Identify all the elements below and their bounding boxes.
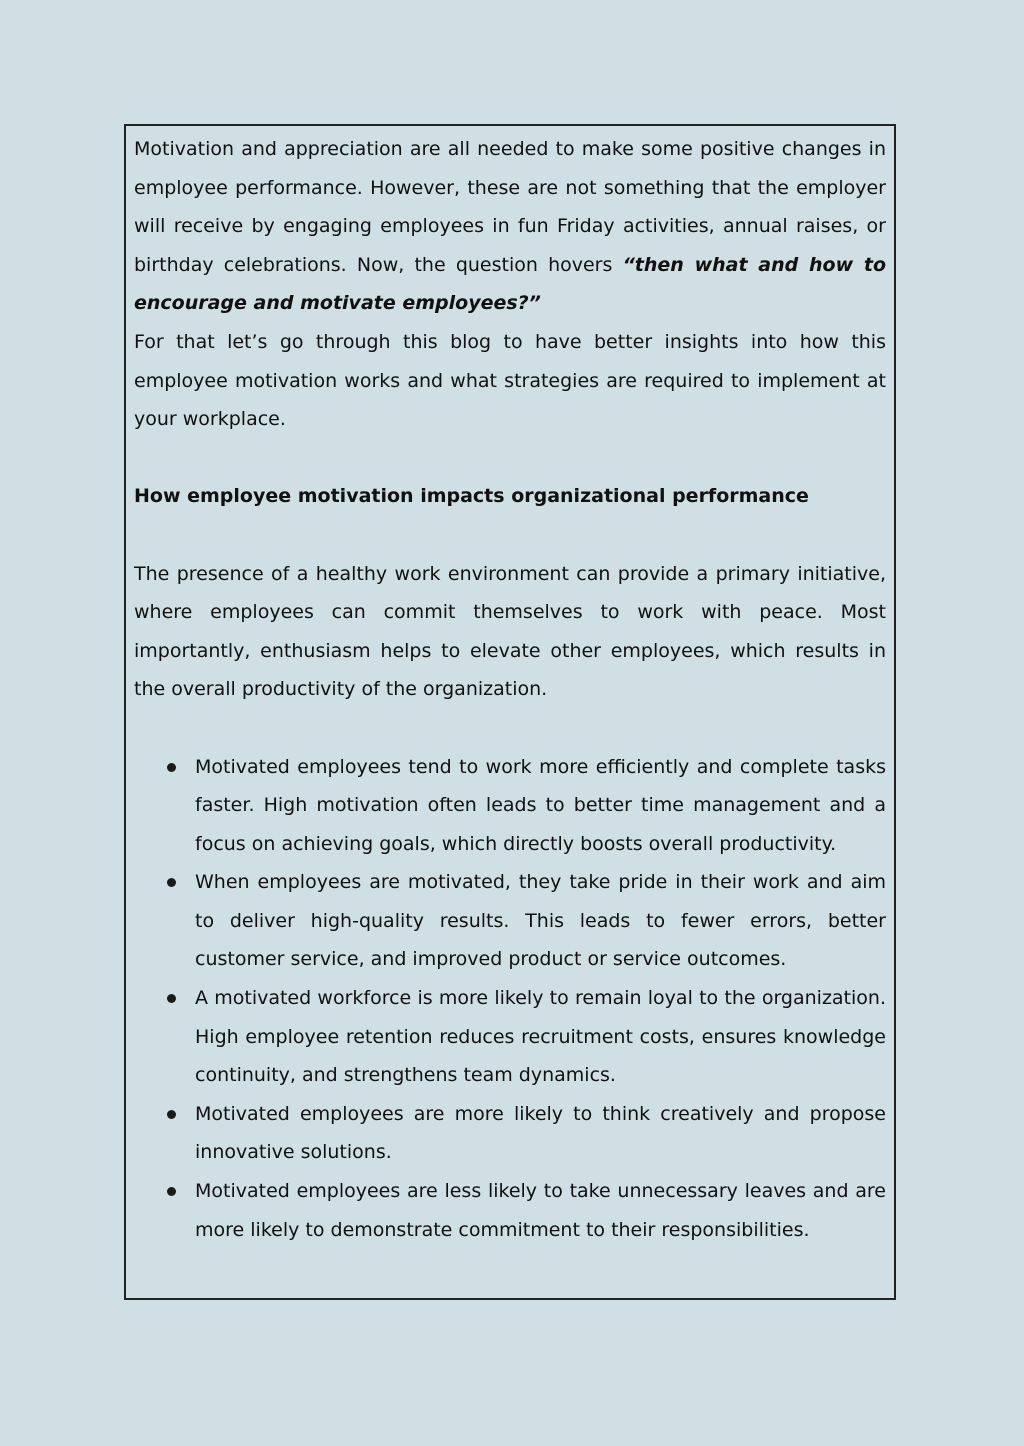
list-item-text: Motivated employees are more likely to think creatively and propose innovative solutions. [195,1102,886,1164]
bullet-dot-icon [167,1187,176,1196]
intro-followup-paragraph: For that let’s go through this blog to have better insights into how this employee motivation works and what strategies are required to implement at your workplace. [134,330,886,431]
intro-emphasis: “then what and how to encourage and motivate employees?” [134,253,886,315]
bullet-dot-icon [167,878,176,887]
list-item [134,1172,886,1249]
intro-paragraph [134,130,886,323]
bullet-list [134,748,886,1250]
list-item [134,1095,886,1172]
spacer [134,709,886,748]
list-item-text: Motivated employees tend to work more efficiently and complete tasks faster. High motivation often leads to better time management and a focus on achieving goals, which directly boosts overall productivity. [195,755,886,855]
spacer [134,516,886,555]
list-item-text: When employees are motivated, they take pride in their work and aim to deliver high-quality results. This leads to fewer errors, better customer service, and improved product or service outcomes. [195,871,886,971]
list-item-text: A motivated workforce is more likely to remain loyal to the organization. High employee retention reduces recruitment costs, ensures knowledge continuity, and strengthens team dynamics. [195,987,886,1087]
intro-text: Motivation and appreciation are all needed to make some positive changes in employee performance. However, these are not something that the employer will receive by engaging employees in fun Friday activities, annual raises, or birthday celebrations. Now, the question hovers [134,138,886,276]
list-item-text: Motivated employees are less likely to take unnecessary leaves and are more likely to demonstrate commitment to their responsibilities. [195,1180,886,1241]
bullet-dot-icon [167,1110,176,1119]
spacer [134,439,886,478]
list-item [134,979,886,1095]
body-paragraph: The presence of a healthy work environment can provide a primary initiative, where employees can commit themselves to work with peace. Most importantly, enthusiasm helps to elevate other employees, which results in the overall productivity of the organization. [134,562,886,701]
bullet-dot-icon [167,763,176,772]
bullet-dot-icon [167,994,176,1003]
content-box [124,124,896,1300]
section-heading: How employee motivation impacts organizational performance [134,485,809,508]
list-item [134,863,886,979]
list-item [134,748,886,864]
